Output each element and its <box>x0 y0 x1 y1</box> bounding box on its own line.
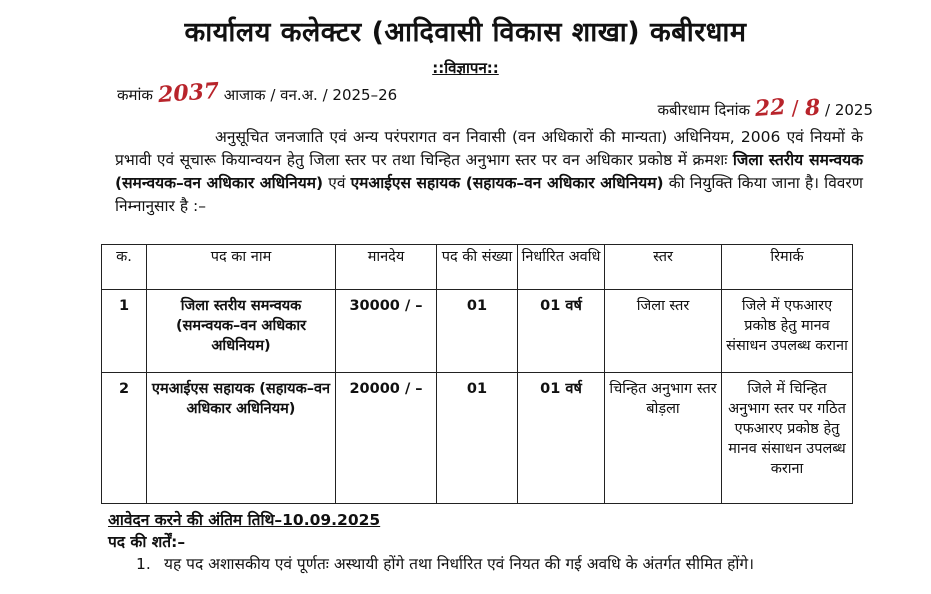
header-remark: रिमार्क <box>722 245 853 290</box>
conditions-heading: पद की शर्तें:– <box>108 533 186 551</box>
condition-text: यह पद अशासकीय एवं पूर्णतः अस्थायी होंगे तथा निर्धारित एवं नियत की गई अवधि के अंतर्गत सीमित होंगे। <box>164 555 755 573</box>
reference-number-line <box>117 77 398 109</box>
condition-number: 1. <box>136 555 151 573</box>
table-header-row <box>102 245 853 290</box>
header-serial: क. <box>102 245 147 290</box>
date-year: / 2025 <box>825 101 873 119</box>
header-duration: निर्धारित अवधि <box>518 245 605 290</box>
handwritten-day: 22 <box>753 93 787 123</box>
condition-item <box>136 554 876 575</box>
cell-level: जिला स्तर <box>605 290 722 373</box>
office-title: कार्यालय कलेक्टर (आदिवासी विकास शाखा) कबीरधाम <box>184 17 747 48</box>
header-level: स्तर <box>605 245 722 290</box>
cell-level: चिन्हित अनुभाग स्तर बोड़ला <box>605 373 722 504</box>
para-text-2: एवं <box>328 174 346 192</box>
cell-honorarium: 20000 / – <box>336 373 437 504</box>
cell-remark: जिले में एफआरए प्रकोष्ठ हेतु मानव संसाधन उपलब्ध कराना <box>722 290 853 373</box>
advertisement-heading: ::विज्ञापन:: <box>432 59 499 77</box>
header-honorarium: मानदेय <box>336 245 437 290</box>
para-bold-mis: एमआईएस सहायक (सहायक–वन अधिकार अधिनियम) <box>350 174 664 192</box>
cell-honorarium: 30000 / – <box>336 290 437 373</box>
handwritten-month: 8 <box>804 94 822 122</box>
header-post-name: पद का नाम <box>147 245 336 290</box>
cell-remark: जिले में चिन्हित अनुभाग स्तर पर गठित एफआरए प्रकोष्ठ हेतु मानव संसाधन उपलब्ध कराना <box>722 373 853 504</box>
handwritten-reference-number: 2037 <box>156 77 220 109</box>
reference-label: कमांक <box>117 86 153 104</box>
reference-suffix: आजाक / वन.अ. / 2025–26 <box>223 86 398 104</box>
table-row <box>102 290 853 373</box>
intro-paragraph <box>115 126 863 218</box>
date-line: कबीरधाम दिनांक 22 / 8 / 2025 <box>657 93 873 123</box>
date-prefix: कबीरधाम दिनांक <box>657 101 751 119</box>
table-row <box>102 373 853 504</box>
cell-post-count: 01 <box>437 290 518 373</box>
cell-serial: 2 <box>102 373 147 504</box>
para-text-1: अनुसूचित जनजाति एवं अन्य परंपरागत वन निवासी (वन अधिकारों की मान्यता) अधिनियम, 2006 एवं नियमों के प्रभावी एवं सूचारू कियान्वयन हेतु जिला स्तर पर तथा चिन्हित अनुभाग स्तर पर वन अधिकार प्रकोष्ठ में क्रमशः <box>115 128 863 169</box>
cell-post-name: एमआईएस सहायक (सहायक–वन अधिकार अधिनियम) <box>147 373 336 504</box>
cell-serial: 1 <box>102 290 147 373</box>
para-text-3: की नियुक्ति किया जाना है। विवरण निम्नानुसार है :– <box>115 174 863 215</box>
cell-duration: 01 वर्ष <box>518 373 605 504</box>
cell-post-count: 01 <box>437 373 518 504</box>
cell-duration: 01 वर्ष <box>518 290 605 373</box>
application-deadline: आवेदन करने की अंतिम तिथि–10.09.2025 <box>108 511 381 529</box>
header-post-count: पद की संख्या <box>437 245 518 290</box>
posts-table <box>101 244 853 504</box>
para-bold-coordinator: जिला स्तरीय समन्वयक (समन्वयक–वन अधिकार अधिनियम) <box>115 151 864 192</box>
cell-post-name: जिला स्तरीय समन्वयक (समन्वयक–वन अधिकार अधिनियम) <box>147 290 336 373</box>
